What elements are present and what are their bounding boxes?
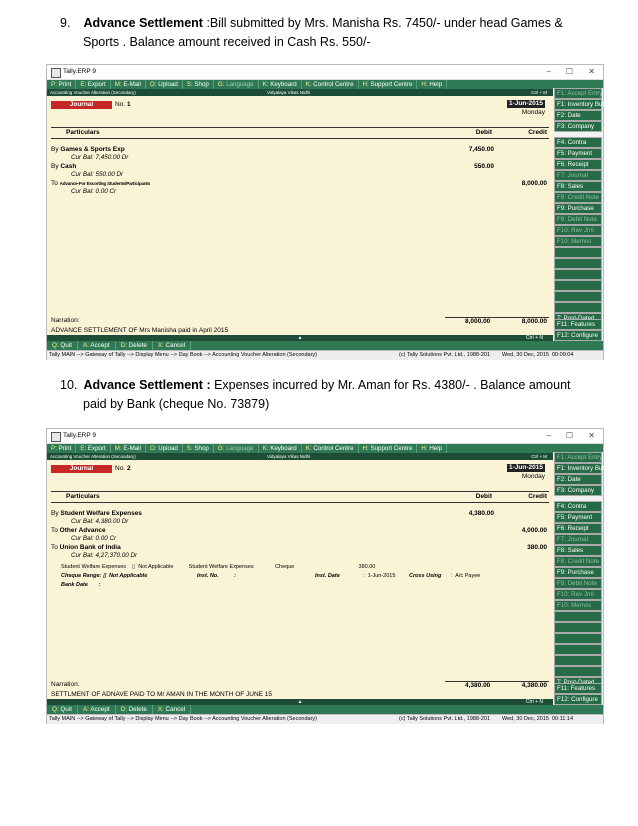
side-button[interactable]: F8: Credit Note <box>554 192 602 203</box>
side-button-empty <box>554 280 602 291</box>
status-path: Tally MAIN --> Gateway of Tally --> Display Menu --> Day Book --> Accounting Voucher Alteration (Secondary) <box>49 352 317 358</box>
side-button[interactable]: F1: Accept Entry <box>554 88 602 99</box>
action-button[interactable]: A: Accept <box>78 341 116 350</box>
menu-key: E <box>80 445 85 452</box>
window-title: Tally.ERP 9 <box>63 68 96 75</box>
side-button[interactable]: F12: Configure <box>554 330 602 341</box>
side-button[interactable]: F2: Date <box>554 474 602 485</box>
voucher-type[interactable]: Journal <box>51 101 112 109</box>
ledger-dr-cr: To <box>51 544 60 551</box>
action-button[interactable]: X: Cancel <box>153 705 191 714</box>
debit-amount: 4,380.00 <box>468 510 494 517</box>
menu-key: P <box>51 81 56 88</box>
voucher-mode-label: Accounting Voucher Alteration (Secondary) <box>50 90 136 95</box>
current-balance: Cur Bal: 0.00 Cr <box>71 535 117 542</box>
column-particulars: Particulars <box>66 129 100 136</box>
question-number: 9. <box>60 16 71 30</box>
menu-item[interactable]: O: Upload <box>146 444 183 453</box>
voucher-number <box>115 465 131 472</box>
column-header <box>51 127 549 139</box>
ledger-name: Advance-For Escorting Students/Participants <box>59 181 151 186</box>
side-button-empty <box>554 258 602 269</box>
side-footer <box>553 319 603 341</box>
side-button-empty <box>554 655 602 666</box>
status-time: 00:11:14 <box>552 716 574 722</box>
close-icon[interactable]: ✕ <box>588 67 595 76</box>
side-button[interactable]: F10: Rev Jrnl <box>554 589 602 600</box>
question-10 <box>60 376 600 414</box>
question-text-line2: paid by Bank (cheque No. 73879) <box>83 397 270 411</box>
ledger-row[interactable] <box>51 146 549 153</box>
side-button[interactable]: F10: Memos <box>554 236 602 247</box>
menu-item[interactable]: K: Control Centre <box>302 80 359 89</box>
voucher-body <box>47 96 551 341</box>
ledger-dr-cr: By <box>51 510 61 517</box>
side-button[interactable]: F1: Inventory Buttons <box>554 463 602 474</box>
button-panel <box>553 88 616 341</box>
voucher-date[interactable]: 1-Jun-2015 <box>509 100 543 107</box>
question-text-line2: Sports . Balance amount received in Cash Rs. 550/- <box>83 35 371 49</box>
total-debit: 8,000.00 <box>465 318 491 325</box>
column-credit: Credit <box>528 493 547 500</box>
menu-item[interactable]: P: Print <box>47 80 76 89</box>
side-button-empty <box>554 633 602 644</box>
question-heading: Advance Settlement : <box>83 378 211 392</box>
side-button[interactable]: F8: Sales <box>554 181 602 192</box>
action-button[interactable]: Q: Quit <box>47 705 78 714</box>
ledger-row[interactable] <box>51 163 549 170</box>
column-debit: Debit <box>475 129 492 136</box>
menu-key: H <box>362 81 367 88</box>
menu-key: G <box>217 81 223 88</box>
ledger-name: Union Bank of India <box>59 544 121 551</box>
bottom-area <box>47 341 603 359</box>
ledger-dr-cr: By <box>51 146 61 153</box>
menu-key: K <box>305 81 310 88</box>
menu-item[interactable]: E: Export <box>76 444 110 453</box>
company-name: Vidyalaya Vikas Nidhi <box>267 90 311 95</box>
menu-item[interactable]: H: Help <box>417 444 447 453</box>
menu-key: O <box>149 445 155 452</box>
ledger-row[interactable] <box>51 510 549 517</box>
ledger-name: Student Welfare Expenses <box>60 510 142 517</box>
minimize-icon[interactable]: – <box>546 67 551 76</box>
menu-key: K <box>262 81 267 88</box>
question-number: 10. <box>60 378 78 392</box>
side-button[interactable]: F10: Rev Jrnl <box>554 225 602 236</box>
bank-date-label: Bank Date : <box>61 582 101 588</box>
status-path: Tally MAIN --> Gateway of Tally --> Display Menu --> Day Book --> Accounting Voucher Alteration (Secondary) <box>49 716 317 722</box>
menu-item[interactable]: E: Export <box>76 80 110 89</box>
button-key: A <box>82 706 88 713</box>
side-button-empty <box>554 611 602 622</box>
voucher-header-bar <box>47 453 603 460</box>
menu-item[interactable]: M: E-Mail <box>111 444 146 453</box>
voucher-number-label: No. <box>115 465 126 472</box>
side-footer <box>553 683 603 705</box>
narration-text[interactable]: ADVANCE SETTLEMENT OF Mrs Manisha paid in April 2015 <box>51 327 229 334</box>
menu-key: H <box>421 81 426 88</box>
side-button[interactable]: F9: Debit Note <box>554 214 602 225</box>
button-key: D <box>120 342 126 349</box>
ledger-row[interactable] <box>51 527 549 534</box>
side-button[interactable]: F11: Features <box>554 683 602 694</box>
debit-amount: 550.00 <box>474 163 494 170</box>
cross-using-value: : A/c Payee <box>451 573 481 579</box>
menu-item[interactable]: K: Keyboard <box>259 80 302 89</box>
question-text-line1: :Bill submitted by Mrs. Manisha Rs. 7450/- under head Games & <box>202 16 563 30</box>
narration-text[interactable]: SETTLMENT OF ADNAVE PAID TO Mr AMAN IN THE MONTH OF JUNE 15 <box>51 691 273 698</box>
bottom-area <box>47 705 603 723</box>
side-button[interactable]: F10: Memos <box>554 600 602 611</box>
menu-item[interactable]: K: Keyboard <box>259 444 302 453</box>
side-button[interactable]: F4: Contra <box>554 137 602 148</box>
menu-key: M <box>114 81 120 88</box>
status-date: Wed, 30 Dec, 2015 <box>502 716 549 722</box>
button-key: X <box>157 342 163 349</box>
button-bar <box>47 705 603 714</box>
button-key: X <box>157 706 163 713</box>
column-header <box>51 491 549 503</box>
question-text-line1: Expenses incurred by Mr. Aman for Rs. 4380/- . Balance amount <box>210 378 571 392</box>
menu-item[interactable]: S: Shop <box>183 80 214 89</box>
voucher-header-bar <box>47 89 603 96</box>
question-heading: Advance Settlement <box>83 16 203 30</box>
title-bar <box>47 65 603 80</box>
scroll-up-icon[interactable]: ▲ <box>297 335 303 341</box>
menu-key: K <box>305 445 310 452</box>
current-balance: Cur Bal: 7,450.00 Dr <box>71 154 129 161</box>
side-button-empty <box>554 302 602 313</box>
side-button[interactable]: F11: Features <box>554 319 602 330</box>
ledger-name: Other Advance <box>59 527 106 534</box>
ledger-dr-cr: By <box>51 163 61 170</box>
menu-key: S <box>186 445 191 452</box>
ledger-dr-cr: To <box>51 527 60 534</box>
company-name: Vidyalaya Vikas Nidhi <box>267 454 311 459</box>
side-button[interactable]: F2: Date <box>554 110 602 121</box>
side-button-empty <box>554 666 602 677</box>
scroll-shortcut: Ctrl + N <box>525 699 543 705</box>
menu-item[interactable]: H: Support Centre <box>359 444 418 453</box>
totals-row <box>445 317 549 326</box>
button-key: A <box>82 342 88 349</box>
side-button-empty <box>554 269 602 280</box>
side-button[interactable]: F1: Inventory Buttons <box>554 99 602 110</box>
side-button[interactable]: F12: Configure <box>554 694 602 705</box>
menu-item[interactable]: S: Shop <box>183 444 214 453</box>
menu-key: G <box>217 445 223 452</box>
side-button[interactable]: F9: Purchase <box>554 203 602 214</box>
window-title: Tally.ERP 9 <box>63 432 96 439</box>
side-button-empty <box>554 291 602 302</box>
side-button[interactable]: F6: Receipt <box>554 159 602 170</box>
voucher-date[interactable]: 1-Jun-2015 <box>509 464 543 471</box>
column-credit: Credit <box>528 129 547 136</box>
inst-date-label: Inst. Date <box>315 573 340 579</box>
voucher-number <box>115 101 131 108</box>
menu-item[interactable]: K: Control Centre <box>302 444 359 453</box>
tally-window-1 <box>46 64 616 360</box>
menu-key: P <box>51 445 56 452</box>
side-button[interactable]: F7: Journal <box>554 170 602 181</box>
voucher-type[interactable]: Journal <box>51 465 112 473</box>
bank-allocation-line: Student Welfare Expenses ▯ Not Applicable Student Welfare Expenses Cheque 380.00 <box>61 564 376 570</box>
action-button[interactable]: D: Delete <box>116 705 153 714</box>
menu-bar <box>47 80 603 89</box>
current-balance: Cur Bal: 4,380.00 Dr <box>71 518 129 525</box>
side-button[interactable]: F5: Payment <box>554 512 602 523</box>
total-credit: 8,000.00 <box>521 318 547 325</box>
ledger-row[interactable] <box>51 544 549 551</box>
menu-key: H <box>362 445 367 452</box>
button-key: D <box>120 706 126 713</box>
side-button[interactable]: F9: Debit Note <box>554 578 602 589</box>
voucher-number-label: No. <box>115 101 126 108</box>
close-icon[interactable]: ✕ <box>588 431 595 440</box>
button-key: Q <box>52 706 57 713</box>
totals-row <box>445 681 549 690</box>
menu-key: O <box>149 81 155 88</box>
button-bar <box>47 341 603 350</box>
title-bar <box>47 429 603 444</box>
column-particulars: Particulars <box>66 493 100 500</box>
narration-label: Narration: <box>51 681 80 688</box>
side-button[interactable]: F8: Sales <box>554 545 602 556</box>
question-9 <box>60 14 600 52</box>
credit-amount: 4,000.00 <box>521 527 547 534</box>
ledger-name: Games & Sports Exp <box>60 146 125 153</box>
menu-key: M <box>114 445 120 452</box>
status-bar <box>47 350 603 360</box>
credit-amount: 8,000.00 <box>521 180 547 187</box>
scroll-up-icon[interactable]: ▲ <box>297 699 303 705</box>
side-button[interactable]: F1: Accept Entry <box>554 452 602 463</box>
voucher-number-value[interactable]: 2 <box>126 465 131 472</box>
narration-label: Narration: <box>51 317 80 324</box>
voucher-day: Monday <box>521 109 545 116</box>
current-balance: Cur Bal: 550.00 Dr <box>71 171 124 178</box>
current-balance: Cur Bal: 0.00 Cr <box>71 188 117 195</box>
action-button[interactable]: X: Cancel <box>153 341 191 350</box>
action-button[interactable]: Q: Quit <box>47 341 78 350</box>
menu-bar <box>47 444 603 453</box>
ledger-name: Cash <box>60 163 77 170</box>
side-button[interactable]: F5: Payment <box>554 148 602 159</box>
inst-date-value: : 1-Jun-2015 <box>363 573 396 579</box>
voucher-body <box>47 460 551 705</box>
menu-key: H <box>421 445 426 452</box>
voucher-number-value[interactable]: 1 <box>126 101 131 108</box>
menu-item[interactable]: H: Support Centre <box>359 80 418 89</box>
menu-key: S <box>186 81 191 88</box>
side-button[interactable]: F9: Purchase <box>554 567 602 578</box>
total-credit: 4,380.00 <box>521 682 547 689</box>
side-button[interactable]: F6: Receipt <box>554 523 602 534</box>
side-button-empty <box>554 247 602 258</box>
action-button[interactable]: D: Delete <box>116 341 153 350</box>
column-debit: Debit <box>475 493 492 500</box>
menu-item[interactable]: P: Print <box>47 444 76 453</box>
side-button[interactable]: F3: Company <box>554 485 602 496</box>
current-balance: Cur Bal: 4,27,370.00 Dr <box>71 552 138 559</box>
side-button[interactable]: F8: Credit Note <box>554 556 602 567</box>
menu-key: E <box>80 81 85 88</box>
menu-item[interactable]: O: Upload <box>146 80 183 89</box>
status-copyright: (c) Tally Solutions Pvt. Ltd., 1988-201 <box>399 352 491 358</box>
side-button-empty <box>554 622 602 633</box>
total-debit: 4,380.00 <box>465 682 491 689</box>
debit-amount: 7,450.00 <box>468 146 494 153</box>
tally-app-icon <box>51 432 61 442</box>
button-panel <box>553 452 616 705</box>
ledger-row[interactable] <box>51 180 549 187</box>
maximize-icon[interactable]: ☐ <box>565 431 573 440</box>
action-button[interactable]: A: Accept <box>78 705 116 714</box>
minimize-icon[interactable]: – <box>546 431 551 440</box>
side-button[interactable]: F7: Journal <box>554 534 602 545</box>
menu-item[interactable]: H: Help <box>417 80 447 89</box>
cheque-range: Cheque Range: ▯ Not Applicable <box>61 573 148 579</box>
button-key: Q <box>52 342 57 349</box>
menu-key: K <box>262 445 267 452</box>
status-copyright: (c) Tally Solutions Pvt. Ltd., 1988-201 <box>399 716 491 722</box>
voucher-mode-label: Accounting Voucher Alteration (Secondary) <box>50 454 136 459</box>
inst-no-label: Inst. No. : <box>197 573 236 579</box>
status-bar <box>47 714 603 724</box>
scroll-shortcut: Ctrl + N <box>525 335 543 341</box>
status-date: Wed, 30 Dec, 2015 <box>502 352 549 358</box>
maximize-icon[interactable]: ☐ <box>565 67 573 76</box>
tally-app-icon <box>51 68 61 78</box>
cross-using-label: Cross Using <box>409 573 442 579</box>
ledger-dr-cr: To <box>51 180 60 187</box>
status-time: 00:09:04 <box>552 352 574 358</box>
side-button-empty <box>554 644 602 655</box>
menu-item[interactable]: M: E-Mail <box>111 80 146 89</box>
menu-item[interactable]: G: Language <box>214 444 259 453</box>
side-button[interactable]: F3: Company <box>554 121 602 132</box>
credit-amount: 380.00 <box>527 544 547 551</box>
side-button[interactable]: F4: Contra <box>554 501 602 512</box>
voucher-day: Monday <box>521 473 545 480</box>
shortcut-label: Ctrl + M <box>531 90 547 95</box>
shortcut-label: Ctrl + M <box>531 454 547 459</box>
menu-item[interactable]: G: Language <box>214 80 259 89</box>
tally-window-2 <box>46 428 616 724</box>
